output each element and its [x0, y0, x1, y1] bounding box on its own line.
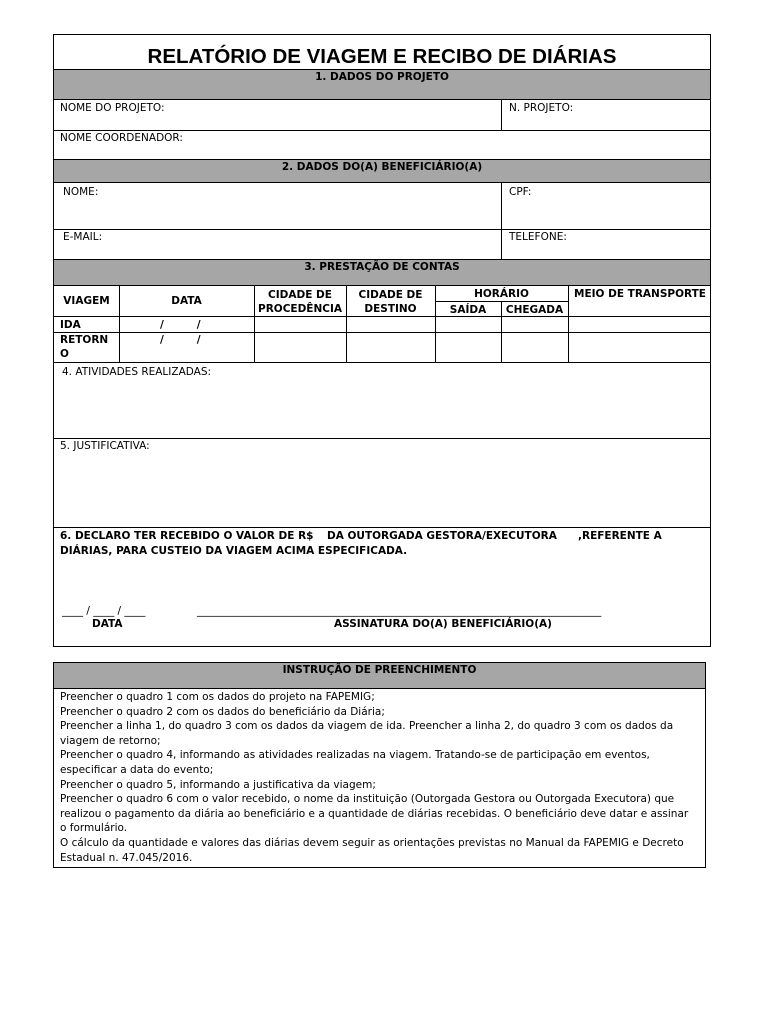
declaration-text-line2: DIÁRIAS, PARA CUSTEIO DA VIAGEM ACIMA ESPECIFICADA.	[60, 545, 408, 557]
instruction-line: O cálculo da quantidade e valores das diárias devem seguir as orientações previstas no Manual da FAPEMIG e Decreto Estadual n. 47.045/2016.	[60, 836, 684, 864]
divider	[435, 301, 568, 302]
section2-heading: 2. DADOS DO(A) BENEFICIÁRIO(A)	[54, 159, 710, 183]
justification-field[interactable]: 5. JUSTIFICATIVA:	[60, 440, 150, 452]
divider	[54, 229, 710, 230]
coordinator-field[interactable]: NOME COORDENADOR:	[60, 132, 183, 144]
row-date-outbound[interactable]: / /	[160, 319, 201, 331]
declaration-text-b: DA OUTORGADA GESTORA/EXECUTORA	[327, 530, 557, 542]
divider	[54, 130, 710, 131]
section3-heading: 3. PRESTAÇÃO DE CONTAS	[54, 259, 710, 286]
travel-report-form	[53, 34, 711, 647]
col-trip: VIAGEM	[63, 295, 110, 307]
project-number-field[interactable]: N. PROJETO:	[509, 102, 574, 114]
section1-heading: 1. DADOS DO PROJETO	[54, 69, 710, 100]
divider	[54, 527, 710, 528]
signature-blank[interactable]: _____________________________________________________________________________	[197, 605, 602, 617]
divider	[54, 332, 710, 333]
instruction-line: Preencher o quadro 6 com o valor recebido, o nome da instituição (Outorgada Gestora ou Outorgada Executora) que realizou o pagamento da diária ao beneficiário e a quantidade de diárias recebidas. O beneficiário deve datar e assinar o formulário.	[60, 793, 689, 835]
declaration-text-a: 6. DECLARO TER RECEBIDO O VALOR DE R$	[60, 530, 314, 542]
col-arrival: CHEGADA	[505, 304, 564, 316]
divider	[501, 183, 502, 259]
divider	[54, 362, 710, 363]
activities-field[interactable]: 4. ATIVIDADES REALIZADAS:	[62, 366, 212, 378]
col-origin: CIDADE DE PROCEDÊNCIA	[258, 289, 342, 315]
phone-field[interactable]: TELEFONE:	[509, 231, 567, 243]
instruction-line: Preencher o quadro 1 com os dados do projeto na FAPEMIG;	[60, 691, 375, 703]
date-label: DATA	[92, 618, 123, 630]
col-transport: MEIO DE TRANSPORTE	[574, 288, 706, 300]
email-field[interactable]: E-MAIL:	[63, 231, 103, 243]
form-title: RELATÓRIO DE VIAGEM E RECIBO DE DIÁRIAS	[147, 45, 617, 68]
divider	[501, 100, 502, 130]
cpf-field[interactable]: CPF:	[509, 186, 532, 198]
col-time: HORÁRIO	[474, 288, 529, 300]
date-blank[interactable]: ____ / ____ / ____	[62, 605, 146, 617]
declaration-text-c: ,REFERENTE A	[578, 530, 662, 542]
instructions-box	[53, 662, 706, 868]
name-field[interactable]: NOME:	[63, 186, 99, 198]
instruction-line: Preencher o quadro 4, informando as atividades realizadas na viagem. Tratando-se de participação em eventos, especificar a data do evento;	[60, 749, 650, 776]
col-departure: SAÍDA	[449, 304, 487, 316]
instruction-line: Preencher a linha 1, do quadro 3 com os dados da viagem de ida. Preencher a linha 2, do quadro 3 com os dados da viagem de retorno;	[60, 720, 674, 747]
divider	[54, 316, 710, 317]
project-name-field[interactable]: NOME DO PROJETO:	[60, 102, 165, 114]
row-trip-outbound: IDA	[60, 319, 81, 331]
instructions-heading: INSTRUÇÃO DE PREENCHIMENTO	[54, 663, 705, 689]
col-destination: CIDADE DE DESTINO	[358, 289, 423, 315]
instruction-line: Preencher o quadro 5, informando a justificativa da viagem;	[60, 778, 376, 791]
signature-label: ASSINATURA DO(A) BENEFICIÁRIO(A)	[334, 618, 552, 630]
instructions-list	[60, 690, 697, 865]
instruction-line: Preencher o quadro 2 com os dados do beneficiário da Diária;	[60, 705, 385, 718]
row-trip-return: RETORNO	[60, 334, 109, 360]
divider	[54, 438, 710, 439]
col-date: DATA	[171, 295, 202, 307]
row-date-return[interactable]: / /	[160, 334, 201, 346]
